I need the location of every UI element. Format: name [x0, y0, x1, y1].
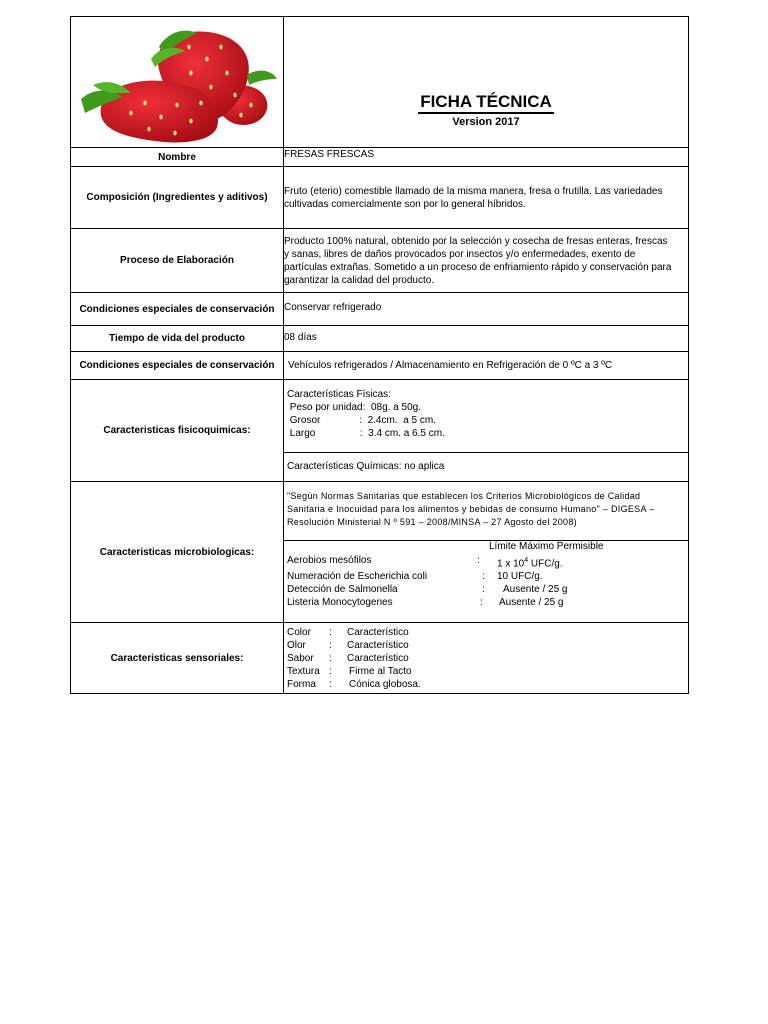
- document-version: Version 2017: [452, 115, 520, 128]
- label-nombre: Nombre: [71, 148, 284, 167]
- header-row: [71, 17, 689, 148]
- value-vida: 08 días: [284, 326, 689, 352]
- micro-item-name: Detección de Salmonella: [287, 584, 398, 596]
- micro-item-sep: :: [477, 555, 480, 566]
- label-composicion: Composición (Ingredientes y aditivos): [71, 167, 284, 229]
- label-microbiologicas: Caracteristicas microbiologicas:: [71, 482, 284, 623]
- label-condiciones-1: Condiciones especiales de conservación: [71, 293, 284, 326]
- sensory-name: Color: [287, 626, 311, 638]
- row-microbiologicas: [71, 482, 689, 623]
- sensory-value: Cónica globosa.: [349, 678, 421, 690]
- value-proceso: [284, 229, 689, 293]
- value-fisicoquimicas: [284, 380, 689, 482]
- value-nombre: FRESAS FRESCAS: [284, 148, 689, 167]
- value-composicion: [284, 167, 689, 229]
- product-image: [71, 17, 284, 148]
- composicion-line: cultivadas comercialmente son por lo general híbridos.: [284, 198, 526, 210]
- sensory-name: Olor: [287, 639, 306, 651]
- sensory-value: Característico: [347, 652, 409, 664]
- proceso-line: y sanas, libres de daños provocados por insectos y/o enfermedades, exento de: [284, 248, 636, 260]
- value-condiciones-1: Conservar refrigerado: [284, 293, 689, 326]
- value-condiciones-2: Vehículos refrigerados / Almacenamiento en Refrigeración de 0 ºC a 3 ºC: [284, 352, 689, 380]
- proceso-line: garantizar la calidad del producto.: [284, 274, 435, 286]
- row-vida: [71, 326, 689, 352]
- quimicas-text: Características Químicas: no aplica: [287, 461, 445, 472]
- label-proceso: Proceso de Elaboración: [71, 229, 284, 293]
- value-microbiologicas: [284, 482, 689, 623]
- header-title-cell: [284, 17, 689, 148]
- micro-items: [287, 554, 685, 609]
- row-proceso: [71, 229, 689, 293]
- norma-quote-line: "Según Normas Sanitarias que establecen los Criterios Microbiológicos de Calidad: [287, 491, 641, 501]
- proceso-line: Producto 100% natural, obtenido por la selección y cosecha de fresas enteras, frescas: [284, 235, 668, 247]
- document-title: FICHA TÉCNICA: [418, 92, 554, 114]
- row-sensoriales: [71, 623, 689, 694]
- norma-quote-line: Sanitaria e Inocuidad para los alimentos y bebidas de consumo Humano" – DIGESA –: [287, 504, 655, 514]
- value-sensoriales: [284, 623, 689, 694]
- micro-item-value: Ausente / 25 g: [503, 584, 568, 596]
- row-condiciones-2: [71, 352, 689, 380]
- micro-item-name: Numeración de Escherichia coli: [287, 571, 428, 583]
- micro-item-value: 1 x $10^4$ UFC/g.: [497, 557, 563, 570]
- label-condiciones-2: Condiciones especiales de conservación: [71, 352, 284, 380]
- micro-item-sep: :: [482, 571, 485, 583]
- sensory-sep: :: [329, 652, 332, 664]
- sensory-sep: :: [329, 626, 332, 638]
- sensory-sep: :: [329, 678, 332, 690]
- strawberry-illustration: [71, 17, 283, 147]
- sensory-name: Textura: [287, 665, 320, 677]
- limit-header: Límite Máximo Permisible: [489, 541, 604, 552]
- row-condiciones-1: [71, 293, 689, 326]
- micro-item-name: Aerobios mesófilos: [287, 555, 372, 566]
- technical-sheet: [70, 16, 688, 694]
- micro-item-value: 10 UFC/g.: [497, 571, 543, 583]
- fisicas-line: Grosor : 2.4cm. a 5 cm.: [287, 415, 436, 426]
- sensory-value: Característico: [347, 626, 409, 638]
- fisicas-line: Peso por unidad: 08g. a 50g.: [287, 402, 421, 413]
- label-vida: Tiempo de vida del producto: [71, 326, 284, 352]
- fisicas-line: Largo : 3.4 cm. a 6.5 cm.: [287, 428, 445, 439]
- sensory-value: Firme al Tacto: [349, 665, 412, 677]
- sensory-name: Forma: [287, 678, 316, 690]
- norma-quote-line: Resolución Ministerial N º 591 – 2008/MINSA – 27 Agosto del 2008): [287, 517, 577, 527]
- proceso-line: partículas extrañas. Sometido a un proceso de enfriamiento rápido y conservación para: [284, 261, 672, 273]
- row-nombre: [71, 148, 689, 167]
- label-sensoriales: Caracteristicas sensoriales:: [71, 623, 284, 694]
- ficha-table: [70, 16, 689, 694]
- composicion-line: Fruto (eterio) comestible llamado de la misma manera, fresa o frutilla. Las variedades: [284, 185, 663, 197]
- sensory-value: Característico: [347, 639, 409, 651]
- label-fisicoquimicas: Caracteristicas fisicoquimicas:: [71, 380, 284, 482]
- row-fisicoquimicas: [71, 380, 689, 482]
- sensory-sep: :: [329, 665, 332, 677]
- sensory-name: Sabor: [287, 652, 314, 664]
- sensory-sep: :: [329, 639, 332, 651]
- micro-item-name: Listeria Monocytogenes: [287, 597, 393, 609]
- sensory-items: [287, 626, 685, 691]
- fisicas-title: Características Físicas:: [287, 389, 391, 400]
- micro-item-sep: :: [480, 597, 483, 609]
- micro-item-value: Ausente / 25 g: [499, 597, 564, 609]
- row-composicion: [71, 167, 689, 229]
- micro-item-sep: :: [482, 584, 485, 596]
